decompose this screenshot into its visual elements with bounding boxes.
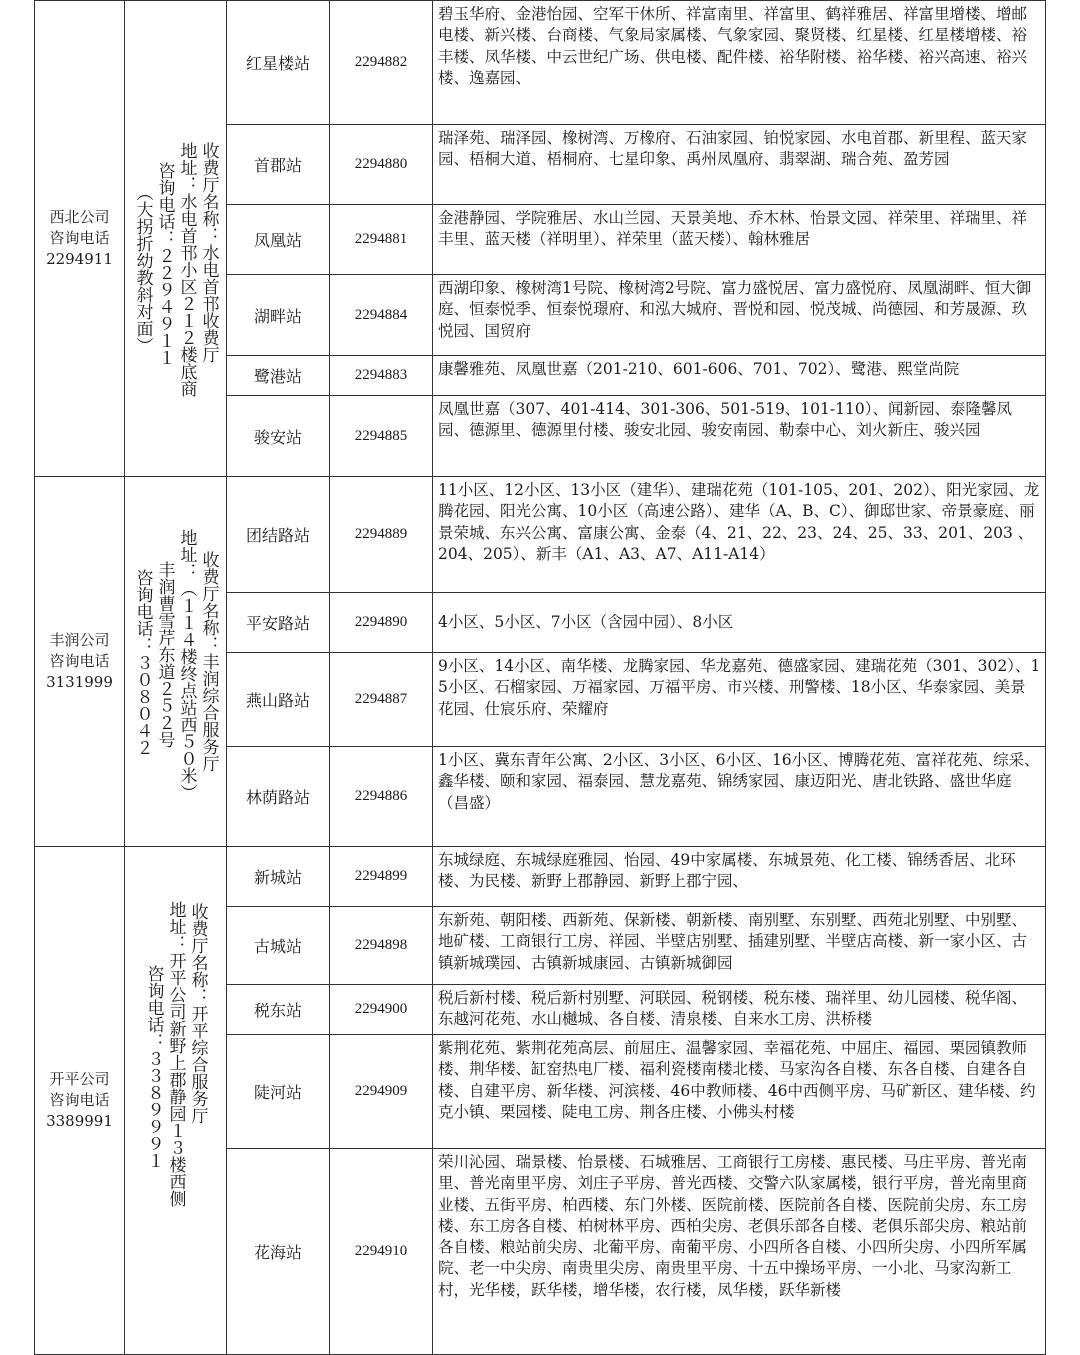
station-name: 红星楼站 xyxy=(227,1,330,125)
station-name: 古城站 xyxy=(227,907,330,985)
station-phone: 2294881 xyxy=(330,205,433,275)
station-areas: 4小区、5小区、7小区（含园中园）、8小区 xyxy=(433,593,1046,653)
hall-address: 地址：开平公司新野上郡静园１３楼西侧 xyxy=(165,901,186,1207)
station-phone: 2294909 xyxy=(330,1035,433,1149)
station-areas: 荣川沁园、瑞景楼、怡景楼、石城雅居、工商银行工房楼、惠民楼、马庄平房、普光南里、普光南里平房、刘庄子平房、普光西楼、交警六队家属楼，银行平房，普光南里商业楼、五街平房、柏西楼、东门外楼、医院前楼、医院前各自楼、医院前尖房、东工房楼、东工房各自楼、柏树林平房、西柏尖房、老俱乐部各自楼、老俱乐部尖房、粮站前各自楼、粮站前尖房、北葡平房、南葡平房、小四所各自楼、小四所尖房、小四所军属院、老一中尖房、南贵里尖房、南贵里平房、十五中操场平房、一小北、马家沟新工村，光华楼，跃华楼，增华楼，农行楼，凤华楼，跃华新楼 xyxy=(433,1149,1046,1355)
station-areas: 11小区、12小区、13小区（建华）、建瑞花苑（101-105、201、202）、阳光家园、龙腾花园、阳光公寓、10小区（高速公路）、建华（A、B、C）、御邸世家、帝景豪庭、丽景荣城、东兴公寓、富康公寓、金泰（4、21、22、23、24、25、33、201、203 、204、205）、新丰（A1、A3、A7、A11-A14） xyxy=(433,477,1046,593)
hall-name: 收费厅名称：丰润综合服务厅 xyxy=(198,550,219,772)
station-name: 凤凰站 xyxy=(227,205,330,275)
station-areas: 西湖印象、橡树湾1号院、橡树湾2号院、富力盛悦居、富力盛悦府、凤凰湖畔、恒大御庭、恒泰悦季、恒泰悦璟府、和泓大城府、晋悦和园、悦茂城、尚德园、和芳晟源、玖悦园、国贸府 xyxy=(433,275,1046,356)
company-cell xyxy=(35,847,125,1355)
hall-landmark: （大拐折幼教斜对面） xyxy=(132,184,153,354)
company-name: 开平公司 xyxy=(49,1070,110,1088)
hall-phone: 咨询电话：３３８９９９１ xyxy=(143,965,164,1169)
address-cell xyxy=(125,477,227,847)
station-phone: 2294886 xyxy=(330,747,433,847)
station-phone: 2294890 xyxy=(330,593,433,653)
company-phone-label: 咨询电话 xyxy=(49,652,110,670)
station-phone: 2294885 xyxy=(330,396,433,477)
station-phone: 2294880 xyxy=(330,125,433,205)
company-phone: 3389991 xyxy=(46,1112,113,1130)
address-cell xyxy=(125,1,227,477)
station-phone: 2294898 xyxy=(330,907,433,985)
station-name: 燕山路站 xyxy=(227,653,330,747)
station-name: 团结路站 xyxy=(227,477,330,593)
station-name: 花海站 xyxy=(227,1149,330,1355)
station-areas: 凤凰世嘉（307、401-414、301-306、501-519、101-110）、闻新园、泰隆馨凤园、德源里、德源里付楼、骏安北园、骏安南园、勒泰中心、刘火新庄、骏兴园 xyxy=(433,396,1046,477)
hall-name: 收费厅名称：开平综合服务厅 xyxy=(187,903,208,1124)
station-name: 新城站 xyxy=(227,847,330,907)
hall-phone: 咨询电话：２２９４９１１ xyxy=(154,162,175,366)
station-phone: 2294900 xyxy=(330,985,433,1035)
station-name: 鹭港站 xyxy=(227,356,330,396)
table-row xyxy=(35,477,1046,593)
station-name: 林荫路站 xyxy=(227,747,330,847)
station-phone: 2294899 xyxy=(330,847,433,907)
station-phone: 2294910 xyxy=(330,1149,433,1355)
table-row xyxy=(35,847,1046,907)
station-phone: 2294884 xyxy=(330,275,433,356)
station-areas: 瑞泽苑、瑞泽园、橡树湾、万橡府、石油家园、铂悦家园、水电首郡、新里程、蓝天家园、梧桐大道、梧桐府、七星印象、禹州凤凰府、翡翠湖、瑞合苑、盈芳园 xyxy=(433,125,1046,205)
company-phone-label: 咨询电话 xyxy=(49,1091,110,1109)
company-name: 西北公司 xyxy=(49,208,110,226)
station-areas: 1小区、冀东青年公寓、2小区、3小区、6小区、16小区、博腾花苑、富祥花苑、综采、鑫华楼、颐和家园、福泰园、慧龙嘉苑、锦绣家园、康迈阳光、唐北铁路、盛世华庭（昌盛） xyxy=(433,747,1046,847)
station-name: 骏安站 xyxy=(227,396,330,477)
station-areas: 东城绿庭、东城绿庭雅园、怡园、49中家属楼、东城景苑、化工楼、锦绣香居、北环楼、为民楼、新野上郡静园、新野上郡宁园、 xyxy=(433,847,1046,907)
station-name: 湖畔站 xyxy=(227,275,330,356)
station-phone: 2294887 xyxy=(330,653,433,747)
station-name: 陡河站 xyxy=(227,1035,330,1149)
station-areas: 9小区、14小区、南华楼、龙腾家园、华龙嘉苑、德盛家园、建瑞花苑（301、302）、15小区、石榴家园、万福家园、万福平房、市兴楼、刑警楼、18小区、华泰家园、美景花园、仕宸乐府、荣耀府 xyxy=(433,653,1046,747)
company-phone: 3131999 xyxy=(46,673,113,691)
hall-address: 地址：（１１４楼终点站西５０米） xyxy=(176,528,197,801)
station-name: 平安路站 xyxy=(227,593,330,653)
station-name: 税东站 xyxy=(227,985,330,1035)
station-areas: 康馨雅苑、凤凰世嘉（201-210、601-606、701、702）、鹭港、熙堂尚院 xyxy=(433,356,1046,396)
station-areas: 金港静园、学院雅居、水山兰园、天景美地、乔木林、怡景文园、祥荣里、祥瑞里、祥丰里、蓝天楼（祥明里）、祥荣里（蓝天楼）、翰林雅居 xyxy=(433,205,1046,275)
company-phone: 2294911 xyxy=(46,250,113,268)
station-phone: 2294889 xyxy=(330,477,433,593)
hall-phone: 咨询电话：３０８０４２ xyxy=(132,568,153,756)
station-areas: 碧玉华府、金港怡园、空军干休所、祥富南里、祥富里、鹤祥雅居、祥富里增楼、增邮电楼、新兴楼、台商楼、气象局家属楼、气象家园、聚贤楼、红星楼、红星楼增楼、裕丰楼、凤华楼、中云世纪广场、供电楼、配件楼、裕华附楼、裕华楼、裕兴高速、裕兴楼、逸嘉园、 xyxy=(433,1,1046,125)
hall-name: 收费厅名称：水电首邗收费厅 xyxy=(198,142,219,363)
company-cell xyxy=(35,477,125,847)
station-name: 首郡站 xyxy=(227,125,330,205)
station-areas: 紫荆花苑、紫荆花苑高层、前屈庄、温馨家园、幸福花苑、中屈庄、福园、栗园镇教师楼、荆华楼、缸窑热电厂楼、福利瓷楼南楼北楼、马家沟各自楼、东各自楼、自建各自楼、自建平房、新华楼、河滨楼、46中教师楼、46中西侧平房、马矿新区、建华楼、约克小镇、栗园楼、陡电工房、荆各庄楼、小佛头村楼 xyxy=(433,1035,1046,1149)
station-phone: 2294883 xyxy=(330,356,433,396)
hall-address: 地址：水电首邗小区２１２楼底商 xyxy=(176,142,197,397)
table-row xyxy=(35,1,1046,125)
company-name: 丰润公司 xyxy=(49,631,110,649)
hall-street: 丰润曹雪芹东道２５２号 xyxy=(154,560,175,748)
address-cell xyxy=(125,847,227,1355)
station-areas: 税后新村楼、税后新村别墅、河联园、税钢楼、税东楼、瑞祥里、幼儿园楼、税华阁、东越河花苑、水山樾城、各自楼、清泉楼、自来水工房、洪桥楼 xyxy=(433,985,1046,1035)
station-phone: 2294882 xyxy=(330,1,433,125)
station-table xyxy=(34,0,1046,1355)
company-phone-label: 咨询电话 xyxy=(49,229,110,247)
company-cell xyxy=(35,1,125,477)
station-areas: 东新苑、朝阳楼、西新苑、保新楼、朝新楼、南别墅、东别墅、西苑北别墅、中别墅、地矿楼、工商银行工房、祥园、半壁店别墅、插建别墅、半壁店高楼、新一家小区、古镇新城璞园、古镇新城康园、古镇新城御园 xyxy=(433,907,1046,985)
